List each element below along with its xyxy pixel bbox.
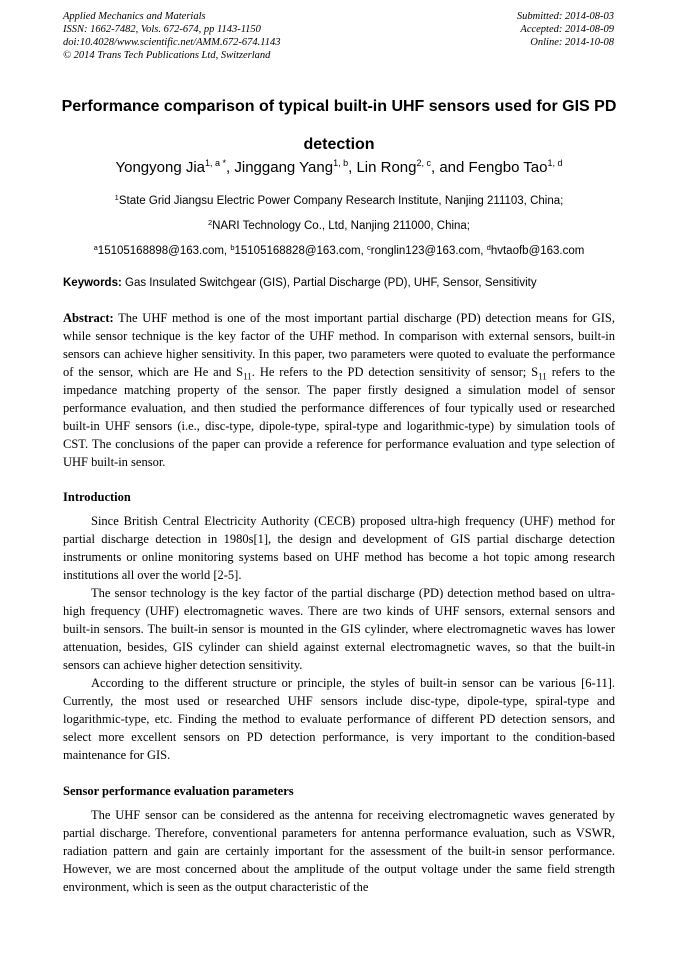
affiliation-mark: 1 (114, 193, 119, 202)
affiliation-mark: 2 (207, 218, 213, 227)
affiliation-1 (40, 194, 638, 209)
keywords (63, 276, 615, 291)
paragraph: According to the different structure or principle, the styles of built-in sensor can be various [6-11]. Currently, the most used or researched UHF sensors include disc-type, dipole-type, spiral-type and logarithmic-type, etc. Finding the method to evaluate performance of different PD detection sensors, and select more excellent sensors on PD detection performance, is very important to the condition-based maintenance for GIS. (63, 676, 615, 762)
abstract-label: Abstract: (63, 311, 114, 325)
author-list (40, 158, 638, 178)
email-address: hvtaofb@163.com (490, 245, 585, 257)
email-address: ronglin123@163.com, (370, 245, 487, 257)
email-mark: a (93, 243, 98, 252)
author-affiliation-mark: 1, d (547, 158, 563, 168)
author-separator: , (226, 159, 235, 176)
copyright-line: © 2014 Trans Tech Publications Ltd, Switzerland (63, 50, 271, 61)
author-name: Jinggang Yang (234, 159, 334, 176)
abstract-paragraph (63, 309, 615, 471)
publication-dates (517, 10, 614, 49)
email-mark: b (230, 243, 235, 252)
abstract-text: . He refers to the PD detection sensitivity of sensor; S (251, 365, 539, 379)
doi-line: doi:10.4028/www.scientific.net/AMM.672-674.1143 (63, 37, 281, 48)
affiliation-text: State Grid Jiangsu Electric Power Company Research Institute, Nanjing 211103, China; (118, 195, 564, 207)
email-list (40, 244, 638, 259)
abstract (63, 309, 615, 471)
section-heading-sensor-parameters: Sensor performance evaluation parameters (63, 784, 294, 798)
paper-title: Performance comparison of typical built-in UHF sensors used for GIS PD detection (61, 98, 617, 153)
online-date: Online: 2014-10-08 (530, 37, 614, 48)
author-separator: , and (431, 159, 469, 176)
affiliation-text: NARI Technology Co., Ltd, Nanjing 211000, China; (212, 220, 471, 232)
author-separator: , (348, 159, 357, 176)
affiliation-2 (40, 219, 638, 234)
paragraph: The UHF sensor can be considered as the antenna for receiving electromagnetic waves generated by partial discharge. Therefore, conventional parameters for antenna performance evaluation, such as VSWR, radiation pattern and gain are certainly important for the assessment of the built-in sensor performance. However, we are most concerned about the amplitude of the output voltage under the same field strength environment, which is seen as the output characteristic of the (63, 808, 615, 894)
keywords-text: Gas Insulated Switchgear (GIS), Partial Discharge (PD), UHF, Sensor, Sensitivity (125, 277, 537, 289)
paragraph: The sensor technology is the key factor of the partial discharge (PD) detection method based on ultra-high frequency (UHF) electromagnetic waves. There are two kinds of UHF sensors, external sensors and built-in sensors. The built-in sensor is mounted in the GIS cylinder, where electromagnetic waves has lower attenuation, besides, GIS cylinder can shield against external electromagnetic waves, so that the built-in sensors can achieve higher detection sensitivity. (63, 586, 615, 672)
author-name: Lin Rong (356, 159, 417, 176)
issn-line: ISSN: 1662-7482, Vols. 672-674, pp 1143-1150 (63, 24, 261, 35)
author-affiliation-mark: 1, a * (205, 158, 227, 168)
email-mark: c (367, 243, 371, 252)
journal-info (63, 10, 280, 62)
paragraph: Since British Central Electricity Authority (CECB) proposed ultra-high frequency (UHF) method for partial discharge detection in 1980s[1], the design and development of GIS partial discharge detection instruments or online monitoring systems based on UHF method has become a hot topic among research institutions all over the world [2-5]. (63, 514, 615, 582)
author-affiliation-mark: 1, b (333, 158, 349, 168)
accepted-date: Accepted: 2014-08-09 (520, 24, 614, 35)
abstract-text: refers to the impedance matching property of the sensor. The paper firstly designed a simulation model of sensor performance evaluation, and then studied the performance differences of four typically used or researched built-in UHF sensors (i.e., disc-type, dipole-type, spiral-type and logarithmic-type) by simulation tools of CST. The conclusions of the paper can provide a reference for performance evaluation and type selection of UHF built-in sensor. (63, 365, 615, 469)
journal-name: Applied Mechanics and Materials (63, 11, 206, 22)
submitted-date: Submitted: 2014-08-03 (516, 11, 614, 22)
introduction-body (63, 512, 615, 764)
author-name: Yongyong Jia (115, 159, 206, 176)
subscript: 11 (538, 371, 547, 382)
author-name: Fengbo Tao (468, 159, 548, 176)
email-mark: d (486, 243, 491, 252)
subscript: 11 (243, 371, 252, 382)
email-address: 15105168828@163.com, (234, 245, 368, 257)
abstract-text: The UHF method is one of the most important partial discharge (PD) detection means for GIS, while sensor technique is the key factor of the UHF method. In comparison with external sensors, built-in sensors can achieve higher sensitivity. In this paper, two parameters were quoted to evaluate the performance of the sensor, which are He and S (63, 311, 616, 379)
sensor-section-body (63, 806, 615, 896)
email-address: 15105168898@163.com, (97, 245, 231, 257)
keywords-label: Keywords: (63, 277, 122, 289)
author-affiliation-mark: 2, c (416, 158, 431, 168)
section-heading-introduction: Introduction (63, 490, 131, 504)
